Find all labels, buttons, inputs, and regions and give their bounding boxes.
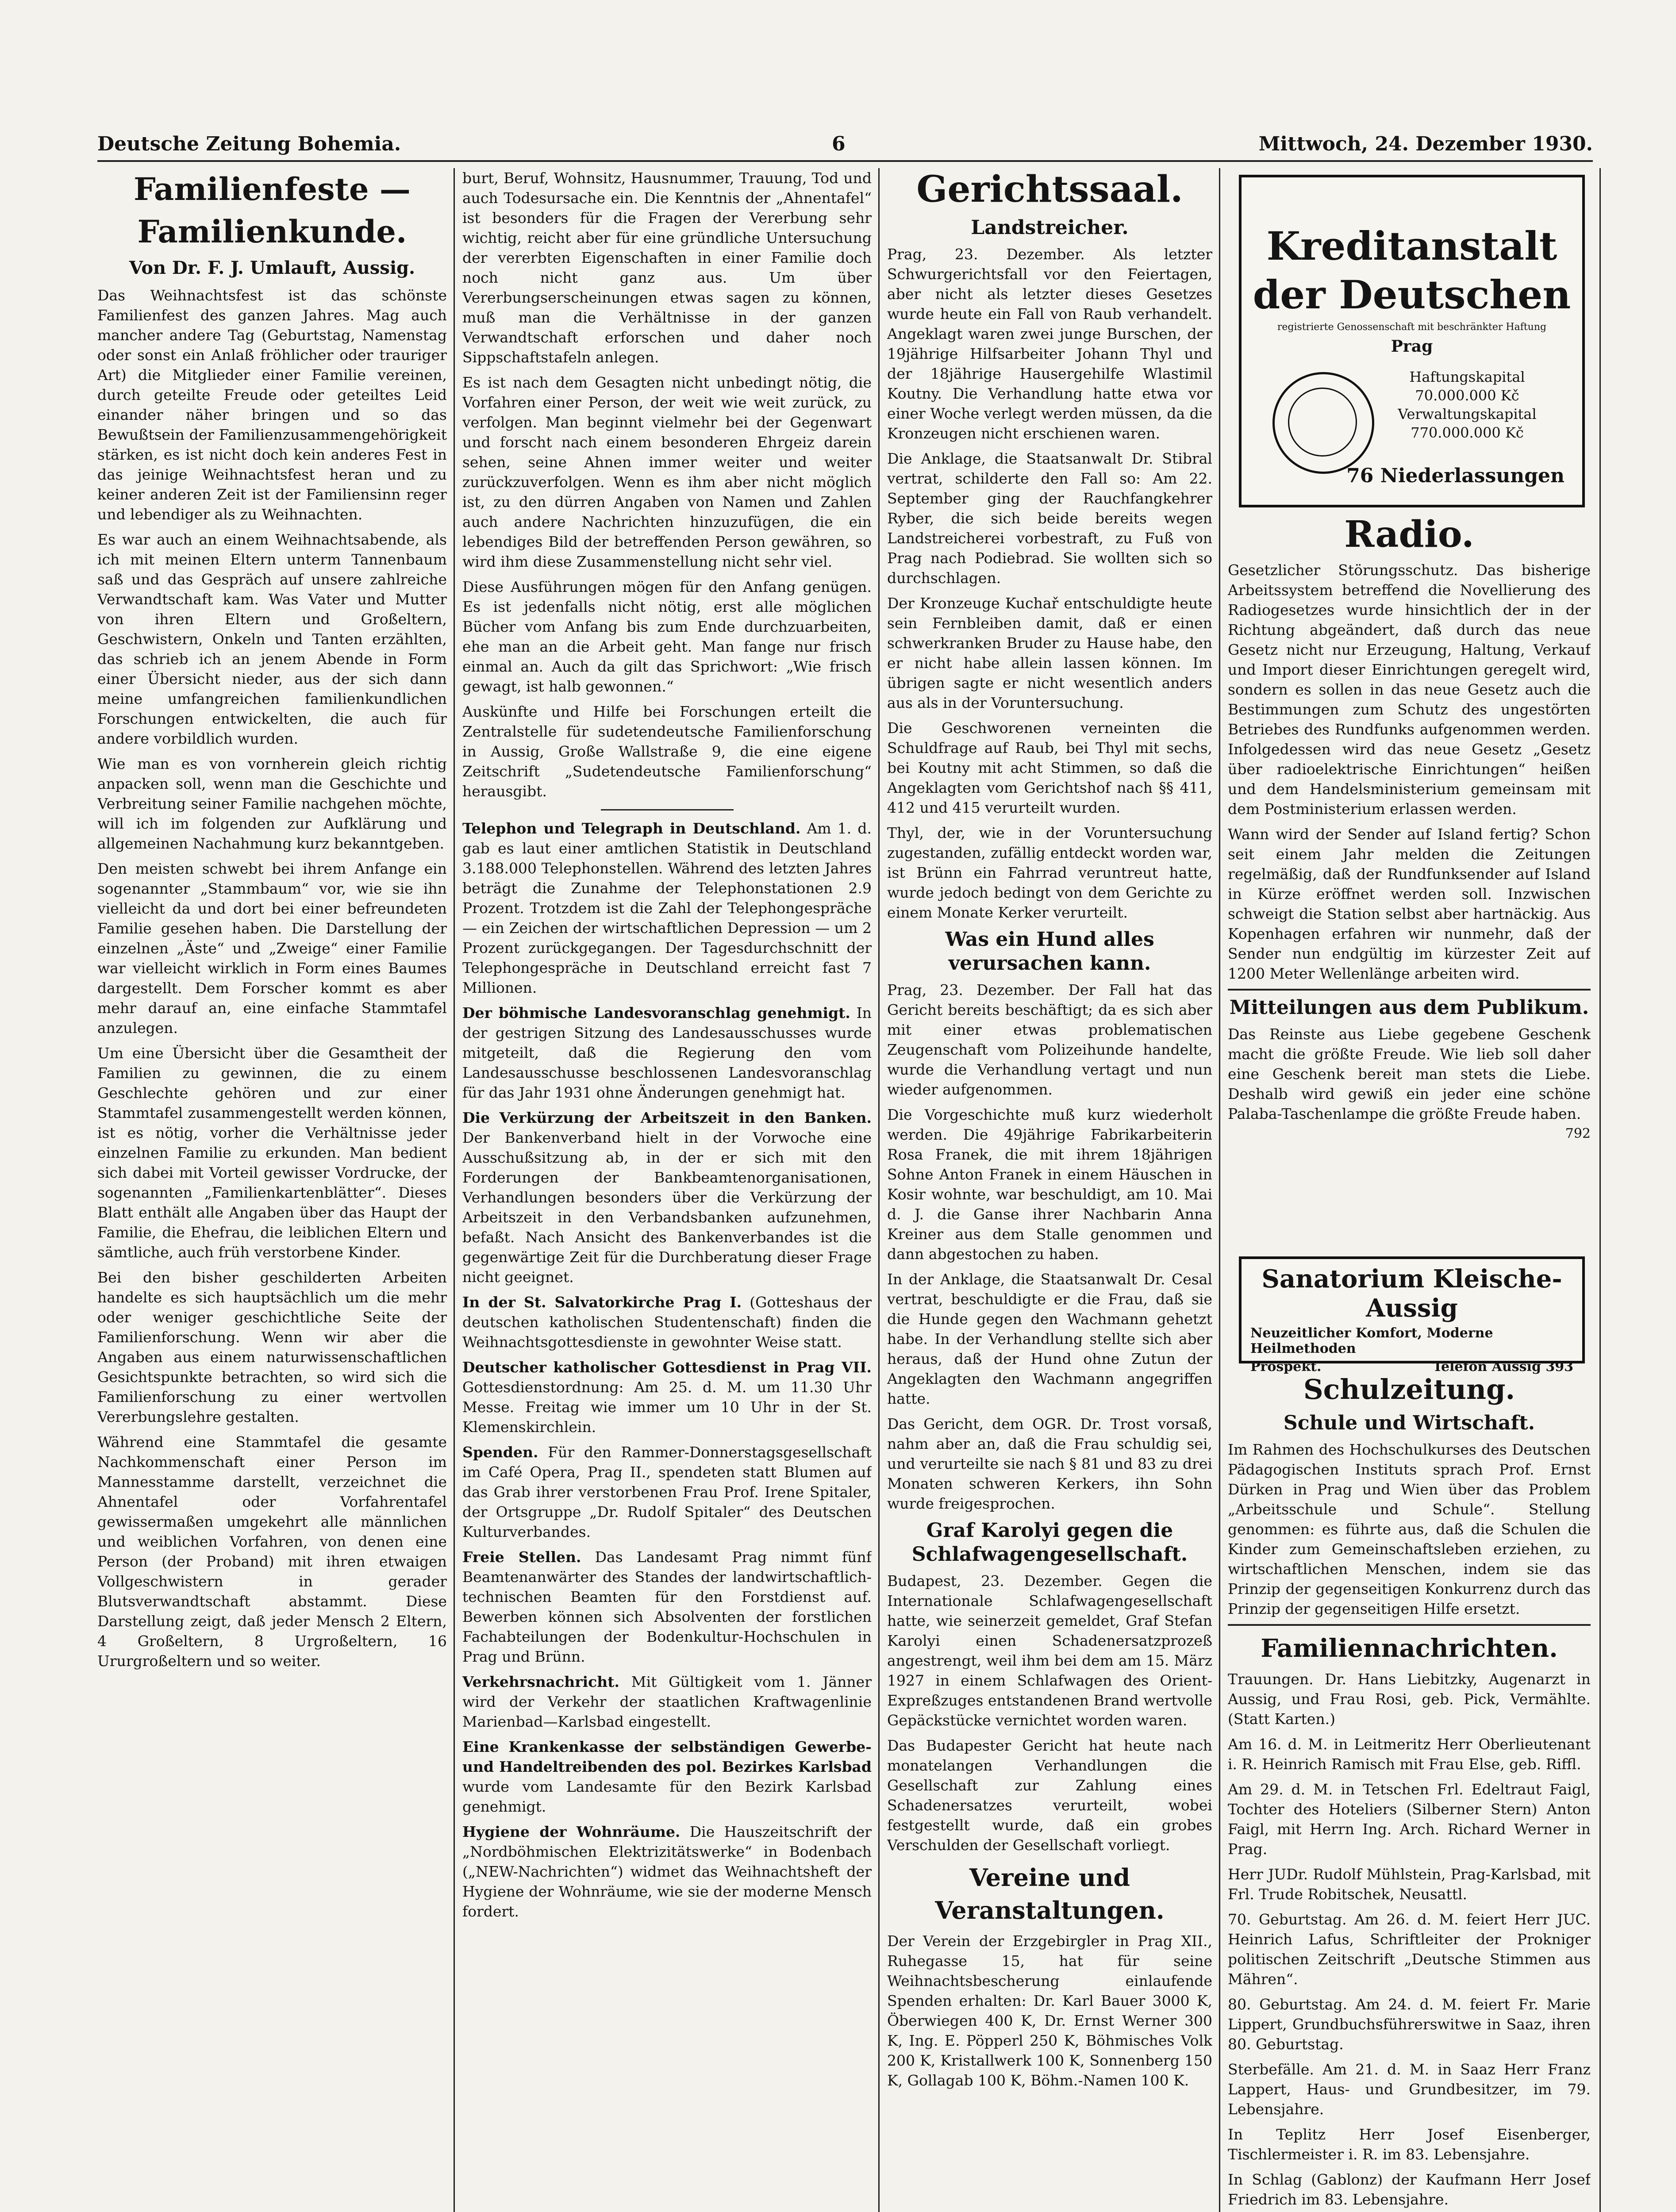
paragraph: Es ist nach dem Gesagten nicht unbedingt nötig, die Vorfahren einer Person, der weit wie weit zurück, zu verfolgen. Man beginnt vielmehr bei der Gegenwart und forscht nach einem besonderen Ehrgeiz darein sehen, seine Ahnen immer weiter und weiter zurückzuverfolgen. Wenn es ihm aber nicht möglich ist, zu den dürren Angaben von Namen und Zahlen auch andere Nachrichten hinzuzufügen, die ein lebendiges Bild der betreffenden Person gewähren, so wird ihm diese Zusammenstellung nicht sehr viel. bbox=[462, 374, 872, 570]
paragraph: Die Vorgeschichte muß kurz wiederholt werden. Die 49jährige Fabrikarbeiterin Rosa Franek, die mit ihrem 18jährigen Sohne Anton Franek in einem Häuschen in Kosir wohnte, war beschuldigt, am 10. Mai d. J. die Ganse ihrer Nachbarin Anna Kreiner aus dem Stalle genommen und dann abgestochen zu haben. bbox=[887, 1106, 1212, 1263]
column-divider bbox=[454, 168, 455, 2212]
family-entry: Trauungen. Dr. Hans Liebitzky, Augenarzt in Aussig, und Frau Rosi, geb. Pick, Vermählte. (Statt Karten.) bbox=[1228, 1671, 1591, 1728]
ad-subtitle: registrierte Genossenschaft mit beschränkter Haftung bbox=[1277, 322, 1547, 333]
separator bbox=[1228, 989, 1591, 991]
news-item bbox=[462, 1292, 872, 1352]
ad-city: Prag bbox=[1391, 337, 1433, 356]
section-title: Schulzeitung. bbox=[1303, 1373, 1515, 1406]
paper-name: Deutsche Zeitung Bohemia. bbox=[97, 133, 401, 155]
section-title: Familiennachrichten. bbox=[1261, 1634, 1558, 1663]
paragraph: Die Geschworenen verneinten die Schuldfrage auf Raub, bei Thyl mit sechs, bei Koutny mit acht Stimmen, so daß die Angeklagten vom Gerichtshof nach §§ 411, 412 und 415 verurteilt wurden. bbox=[887, 719, 1212, 816]
news-item bbox=[462, 1547, 872, 1667]
paragraph: Budapest, 23. Dezember. Gegen die Internationale Schlafwagengesellschaft hatte, wie seinerzeit gemeldet, Graf Stefan Karolyi einen Schadenersatzprozeß angestrengt, weil ihm bei dem am 15. März 1927 in einem Schlafwagen des Orient-Expreßzuges entstandenen Brand wertvolle Gepäckstücke vernichtet worden waren. bbox=[887, 1572, 1212, 1729]
paragraph: Das Gericht, dem OGR. Dr. Trost vorsaß, nahm aber an, daß die Frau schuldig sei, und verurteilte sie nach § 81 und 83 zu drei Monaten schweren Kerkers, ihn Sohn wurde freigesprochen. bbox=[887, 1415, 1212, 1512]
news-item bbox=[462, 818, 872, 998]
news-text: Das Landesamt Prag nimmt fünf Beamtenanwärter des Standes der landwirtschaftlich-technischen Beamten für den Forstdienst auf. Bewerben können sich Absolventen der forstlichen Fachabteilungen der Bodenkultur-Hochschulen in Prag und Brünn. bbox=[462, 1548, 872, 1665]
separator bbox=[1228, 1624, 1591, 1626]
paragraph: Der Verein der Erzgebirgler in Prag XII., Ruhegasse 15, hat für seine Weihnachtsbescherung einlaufende Spenden erhalten: Dr. Karl Bauer 3000 K, Öberwiegen 400 K, Dr. Ernst Werner 300 K, Ing. E. Pöpperl 250 K, Böhmisches Volk 200 K, Kristallwerk 100 K, Sonnenberg 150 K, Gollagab 100 K, Böhm.-Namen 100 K. bbox=[887, 1932, 1212, 2089]
ad-kreditanstalt bbox=[1239, 175, 1585, 507]
news-item bbox=[462, 1737, 872, 1816]
news-item bbox=[462, 1672, 872, 1732]
news-lead: In der St. Salvatorkirche Prag I. bbox=[462, 1294, 742, 1311]
issue-date: Mittwoch, 24. Dezember 1930. bbox=[1258, 133, 1593, 155]
paragraph: Prag, 23. Dezember. Als letzter Schwurgerichtsfall vor den Feiertagen, aber nicht als letzter dieses Gesetzes wurde heute ein Fall von Raub verhandelt. Angeklagt waren zwei junge Burschen, der 19jährige Hilfsarbeiter Johann Thyl und der 18jährige Hausergehilfe Wlastimil Koutny. Die Verhandlung hatte etwa vor einer Woche verlegt werden müssen, da die Kronzeugen nicht erschienen waren. bbox=[887, 246, 1212, 442]
column-schule-familien bbox=[1228, 1367, 1591, 2212]
paragraph: Im Rahmen des Hochschulkurses des Deutschen Pädagogischen Instituts sprach Prof. Ernst Dürken in Prag und Wien über das Problem „Arbeitsschule und Schule“. Stellung genommen: es führte aus, daß die Schulen die Kinder zum Gemeinschaftsleben erziehen, zu wirtschaftlichen Menschen, indem sie das Prinzip der gegenseitigen Konkurrenz durch das Prinzip der gegenseitigen Hilfe ersetzt. bbox=[1228, 1441, 1591, 1617]
ad-telefon: Telefon Aussig 393 bbox=[1433, 1359, 1573, 1375]
paragraph: Das Budapester Gericht hat heute nach monatelangen Verhandlungen die Gesellschaft zur Zahlung eines Schadenersatzes verurteilt, wobei festgestellt wurde, daß ein grobes Verschulden der Gesellschaft vorliegt. bbox=[887, 1737, 1212, 1854]
family-entry: Am 16. d. M. in Leitmeritz Herr Oberlieutenant i. R. Heinrich Ramisch mit Frau Else, geb. Riffl. bbox=[1228, 1736, 1591, 1773]
ad-line bbox=[1242, 1325, 1582, 1356]
section-title: Radio. bbox=[1344, 513, 1474, 556]
news-item bbox=[462, 1003, 872, 1102]
paragraph: Prag, 23. Dezember. Der Fall hat das Gericht bereits beschäftigt; da es sich aber mit einer etwas problematischen Zeugenschaft vom Polizeihunde handelte, wurde die Verhandlung vertagt und nun wieder aufgenommen. bbox=[887, 981, 1212, 1098]
publikum-text: Das Reinste aus Liebe gegebene Geschenk macht die größte Freude. Wie lieb soll daher eine Geschenk bereit man stets die Liebe. Deshalb wird gewiß ein jeder eine schöne Palaba-Taschenlampe die größte Freude haben. bbox=[1228, 1025, 1591, 1122]
article-byline: Von Dr. F. J. Umlauft, Aussig. bbox=[129, 257, 415, 278]
news-item bbox=[462, 1108, 872, 1287]
news-item bbox=[462, 1357, 872, 1437]
family-entry: Herr JUDr. Rudolf Mühlstein, Prag-Karlsbad, mit Frl. Trude Robitschek, Neusattl. bbox=[1228, 1866, 1591, 1903]
news-item bbox=[462, 1442, 872, 1542]
page-number: 6 bbox=[832, 133, 846, 155]
news-lead: Die Verkürzung der Arbeitszeit in den Banken. bbox=[462, 1109, 872, 1126]
family-entry: 80. Geburtstag. Am 24. d. M. feiert Fr. Marie Lippert, Grundbuchsführerswitwe in Saaz, ihren 80. Geburtstag. bbox=[1228, 1996, 1591, 2053]
paragraph: Das Weihnachtsfest ist das schönste Familienfest des ganzen Jahres. Mag auch mancher andere Tag (Geburtstag, Namenstag oder sonst ein Anlaß fröhlicher oder trauriger Art) die Mitglieder einer Familie vereinen, durch geteilte Freude oder geteiltes Leid einander näher bringen und so das Bewußtsein der Familienzusammengehörigkeit stärken, es ist nicht doch kein anderes Fest in das jeinige Weihnachtsfest heran und zu keiner anderen Zeit ist der Familiensinn reger und lebendiger als zu Weihnachten. bbox=[97, 287, 447, 523]
news-text: wurde vom Landesamte für den Bezirk Karlsbad genehmigt. bbox=[462, 1778, 872, 1815]
news-lead: Hygiene der Wohnräume. bbox=[462, 1823, 680, 1840]
column-gerichtssaal bbox=[887, 168, 1212, 2212]
news-lead: Spenden. bbox=[462, 1444, 538, 1461]
page-header bbox=[97, 133, 1593, 159]
separator bbox=[601, 809, 734, 810]
family-entry: 70. Geburtstag. Am 26. d. M. feiert Herr JUC. Heinrich Lafus, Schriftleiter der Prokniger politischen Zeitschrift „Deutsche Stimmen aus Mähren“. bbox=[1228, 1911, 1591, 1988]
ad-prospekt: Prospekt. bbox=[1250, 1359, 1322, 1375]
news-lead: Deutscher katholischer Gottesdienst in Prag VII. bbox=[462, 1359, 872, 1376]
paragraph: burt, Beruf, Wohnsitz, Hausnummer, Trauung, Tod und auch Todesursache ein. Die Kenntnis der „Ahnentafel“ ist besonders für die Fragen der Vererbung sehr wichtig, reicht aber für eine gründliche Untersuchung der vererbten Eigenschaften in einer Familie doch noch nicht ganz aus. Um über Vererbungserscheinungen etwas sagen zu können, muß man die Verhältnisse in der ganzen Verwandtschaft erforschen und daher noch Sippschaftstafeln anlegen. bbox=[462, 169, 872, 366]
article-title: Graf Karolyi gegen die Schlafwagengesellschaft. bbox=[911, 1519, 1188, 1566]
news-lead: Der böhmische Landesvoranschlag genehmigt. bbox=[462, 1004, 850, 1022]
page-edge-rule bbox=[1599, 168, 1601, 2212]
article-title: Familienfeste — Familienkunde. bbox=[134, 171, 411, 250]
paragraph: Es war auch an einem Weihnachtsabende, als ich mit meinen Eltern unterm Tannenbaum saß und das Gespräch auf unsere zahlreiche Verwandtschaft kam. Was Vater und Mutter von ihren Eltern und Großeltern, Geschwistern, Onkeln und Tanten erzählten, das schrieb ich an jenem Abende in Form einer Übersicht nieder, aus der sich dann meine umfangreichen familienkundlichen Forschungen entwickelten, die auch für andere vorbildlich wurden. bbox=[97, 531, 447, 747]
paragraph: Auskünfte und Hilfe bei Forschungen erteilt die Zentralstelle für sudetendeutsche Familienforschung in Aussig, Große Wallstraße 9, die eine eigene Zeitschrift „Sudetendeutsche Familienforschung“ herausgibt. bbox=[462, 703, 872, 800]
news-lead: Eine Krankenkasse der selbständigen Gewerbe- und Handeltreibenden des pol. Bezirkes Karlsbad bbox=[462, 1738, 872, 1775]
paragraph: Wie man es von vornherein gleich richtig anpacken soll, wenn man die Geschichte und Verbreitung seiner Familie nachgehen möchte, will ich im folgenden zur Aufklärung und allgemeinen Nachahmung kurz bekanntgeben. bbox=[97, 755, 447, 852]
family-entry: Sterbefälle. Am 21. d. M. in Saaz Herr Franz Lappert, Haus- und Grundbesitzer, im 79. Lebensjahre. bbox=[1228, 2061, 1591, 2118]
news-item bbox=[462, 1822, 872, 1921]
news-text: Gottesdienstordnung: Am 25. d. M. um 11.30 Uhr Messe. Freitag wie immer um 10 Uhr in der St. Klemenskirchlein. bbox=[462, 1379, 872, 1436]
ad-title-line: Kreditanstalt bbox=[1266, 223, 1557, 269]
ad-title: Sanatorium Kleische-Aussig bbox=[1261, 1264, 1562, 1323]
ad-sanatorium bbox=[1239, 1256, 1585, 1375]
news-text: Die Hauszeitschrift der „Nordböhmischen Elektrizitätswerke“ in Bodenbach („NEW-Nachrichten“) widmet das Weihnachtsheft der Hygiene der Wohnräume, wie sie der moderne Mensch fordert. bbox=[462, 1823, 872, 1920]
news-text: In der gestrigen Sitzung des Landesausschusses wurde mitgeteilt, daß die Regierung den vom Landesausschusse beschlossenen Landesvoranschlag für das Jahr 1931 ohne Änderungen genehmigt hat. bbox=[462, 1004, 872, 1101]
ad-number: 792 bbox=[1565, 1126, 1591, 1141]
paragraph: In der Anklage, die Staatsanwalt Dr. Cesal vertrat, beschuldigte er die Frau, daß sie die Hunde gegen den Wachmann gehetzt habe. In der Verhandlung stellte sich aber heraus, daß der Hund ohne Zutun der Angeklagten den Wachmann angegriffen hatte. bbox=[887, 1271, 1212, 1407]
news-lead: Verkehrsnachricht. bbox=[462, 1673, 619, 1690]
article-title: Schule und Wirtschaft. bbox=[1283, 1412, 1535, 1434]
paragraph bbox=[1228, 1024, 1591, 1141]
paragraph: Die Anklage, die Staatsanwalt Dr. Stibral vertrat, schilderte den Fall so: Am 22. September ging der Rauchfangkehrer Ryber, die sich beide bereits wegen Landstreicherei vorbestraft, zu Fuß von Prag nach Podiebrad. Sie wollten sich so durchschlagen. bbox=[887, 450, 1212, 587]
paragraph: Bei den bisher geschilderten Arbeiten handelte es sich hauptsächlich um die mehr oder weniger geschichtliche Seite der Familienforschung. Wenn wir aber die Angaben aus einem naturwissenschaftlichen Gesichtspunkte betrachten, so wird sich die Familienforschung zu einer wertvollen Vererbungslehre gestalten. bbox=[97, 1269, 447, 1425]
bank-seal-icon bbox=[1272, 372, 1374, 474]
article-title: Landstreicher. bbox=[971, 216, 1129, 239]
paragraph: Um eine Übersicht über die Gesamtheit der Familien zu gewinnen, die zu einem Geschlechte gehören und zur einer Stammtafel zusammengestellt werden können, ist es nötig, vorher die Verhältnisse jeder einzelnen Familie zu erkunden. Man bedient sich dabei mit Vorteil gewisser Vordrucke, der sogenannten „Familienkartenblätter“. Dieses Blatt enthält alle Angaben über das Haupt der Familie, die Ehefrau, die leiblichen Eltern und sämtliche, auch früh verstorbene Kinder. bbox=[97, 1045, 447, 1261]
family-entry: Am 29. d. M. in Tetschen Frl. Edeltraut Faigl, Tochter des Hoteliers (Silberner Stern) Anton Faigl, mit Herrn Ing. Arch. Richard Werner in Prag. bbox=[1228, 1781, 1591, 1858]
paragraph: Thyl, der, wie in der Voruntersuchung zugestanden, zufällig entdeckt worden war, ist Brünn ein Fahrrad veruntreut hatte, wurde jedoch bedingt von dem Gerichte zu einem Monate Kerker verurteilt. bbox=[887, 824, 1212, 921]
news-text: Am 1. d. gab es laut einer amtlichen Statistik in Deutschland 3.188.000 Telephonstellen. Während des letzten Jahres beträgt die Zunahme der Telephonstationen 2.9 Prozent. Trotzdem ist die Zahl der Telephongespräche — ein Zeichen der wirtschaftlichen Depression — um 2 Prozent zurückgegangen. Der Tagesdurchschnitt der Telephongespräche in Deutschland erreicht fast 7 Millionen. bbox=[462, 820, 872, 996]
news-text: Mit Gültigkeit vom 1. Jänner wird der Verkehr der staatlichen Kraftwagenlinie Marienbad—Karlsbad eingestellt. bbox=[462, 1673, 872, 1730]
family-entry: In Schlag (Gablonz) der Kaufmann Herr Josef Friedrich im 83. Lebensjahre. bbox=[1228, 2171, 1591, 2208]
ad-capital: Haftungskapital 70.000.000 Kč Verwaltungskapital 770.000.000 Kč bbox=[1398, 369, 1537, 441]
paragraph: Wann wird der Sender auf Island fertig? Schon seit einem Jahr melden die Zeitungen regelmäßig, daß der Rundfunksender auf Island in Kürze eröffnet werden soll. Inzwischen schweigt die Station selbst aber hartnäckig. Aus Kopenhagen erfahren wir nunmehr, daß der Sender nun endgültig im kürzester Zeit auf 1200 Meter Wellenlänge arbeiten wird. bbox=[1228, 826, 1591, 982]
ad-title-line: der Deutschen bbox=[1253, 272, 1571, 318]
article-title: Was ein Hund alles verursachen kann. bbox=[945, 928, 1154, 975]
paragraph: Den meisten schwebt bei ihrem Anfange ein sogenannter „Stammbaum“ vor, wie sie ihn vielleicht da und dort bei einer befreundeten Familie gesehen haben. Die Darstellung der einzelnen „Äste“ und „Zweige“ einer Familie war vielleicht wirklich in Form eines Baumes dargestellt. Dem Forscher kommt es aber mehr darauf an, eine einfache Stammtafel anzulegen. bbox=[97, 860, 447, 1037]
section-title: Mitteilungen aus dem Publikum. bbox=[1229, 996, 1589, 1019]
column-divider bbox=[878, 168, 880, 2212]
section-title: Vereine und Veranstaltungen. bbox=[935, 1863, 1165, 1924]
ad-line-text: Neuzeitlicher Komfort, Moderne Heilmethoden bbox=[1250, 1325, 1493, 1356]
column-radio bbox=[1228, 513, 1591, 1203]
paragraph: Während eine Stammtafel die gesamte Nachkommenschaft einer Person im Mannesstamme darstellt, verzeichnet die Ahnentafel oder Vorfahrentafel gewissermaßen umgekehrt alle männlichen und weiblichen Vorfahren, von denen eine Person (der Proband) mit ihren etwaigen Vollgeschwistern in gerader Blutsverwandtschaft abstammt. Diese Darstellung zeigt, daß jeder Mensch 2 Eltern, 4 Großeltern, 8 Urgroßeltern, 16 Ururgroßeltern und so weiter. bbox=[97, 1433, 447, 1670]
paragraph: Gesetzlicher Störungsschutz. Das bisherige Arbeitssystem betreffend die Novellierung des Radiogesetzes wurde hinsichtlich der in der Richtung abgeändert, daß durch das neue Gesetz nicht nur Erzeugung, Haltung, Verkauf und Import dieser Einrichtungen geregelt wird, sondern es sollen in das neue Gesetz auch die Bestimmungen zum Schutz des ungestörten Betriebes des Rundfunks aufgenommen werden. Infolgedessen wird das neue Gesetz „Gesetz über radioelektrische Einrichtungen“ heißen und dem Handelsministerium gemeinsam mit dem Postministerium erlassen werden. bbox=[1228, 561, 1591, 818]
news-text: Für den Rammer-Donnerstagsgesellschaft im Café Opera, Prag II., spendeten statt Blumen auf das Grab ihrer verstorbenen Frau Prof. Irene Spitaler, der Ortsgruppe „Dr. Rudolf Spitaler“ des Deutschen Kulturverbandes. bbox=[462, 1444, 872, 1540]
family-entry: In Teplitz Herr Josef Eisenberger, Tischlermeister i. R. im 83. Lebensjahre. bbox=[1228, 2126, 1591, 2163]
section-title: Gerichtssaal. bbox=[916, 168, 1183, 211]
news-text: (Gotteshaus der deutschen katholischen Studentenschaft) finden die Weihnachtsgottesdienste in gewohnter Weise statt. bbox=[462, 1294, 872, 1351]
column-news bbox=[462, 168, 872, 2212]
ad-branches: 76 Niederlassungen bbox=[1346, 465, 1565, 487]
column-familienfeste bbox=[97, 168, 447, 2212]
news-lead: Telephon und Telegraph in Deutschland. bbox=[462, 820, 801, 837]
paragraph: Diese Ausführungen mögen für den Anfang genügen. Es ist jedenfalls nicht nötig, erst alle möglichen Bücher vom Anfang bis zum Ende durchzuarbeiten, ehe man an die Arbeit geht. Man fange nur frisch einmal an. Auch da gilt das Sprichwort: „Wie frisch gewagt, ist halb gewonnen.“ bbox=[462, 578, 872, 695]
news-text: Der Bankenverband hielt in der Vorwoche eine Ausschußsitzung ab, in der er sich mit den Forderungen der Bankbeamtenorganisationen, Verhandlungen besonders über die Verkürzung der Arbeitszeit in den Verbandsbanken aufzunehmen, befaßt. Nach Ansicht des Bankenverbandes ist die gegenwärtige Zeit für die Durchberatung dieser Frage nicht geeignet. bbox=[462, 1129, 872, 1286]
paragraph: Der Kronzeuge Kuchař entschuldigte heute sein Fernbleiben damit, daß er einen schwerkranken Bruder zu Hause habe, den er nicht habe allein lassen können. Im übrigen sagte er nicht wesentlich anders aus als in der Voruntersuchung. bbox=[887, 595, 1212, 711]
column-divider bbox=[1219, 168, 1220, 2212]
header-rule bbox=[97, 160, 1593, 162]
news-lead: Freie Stellen. bbox=[462, 1548, 581, 1566]
